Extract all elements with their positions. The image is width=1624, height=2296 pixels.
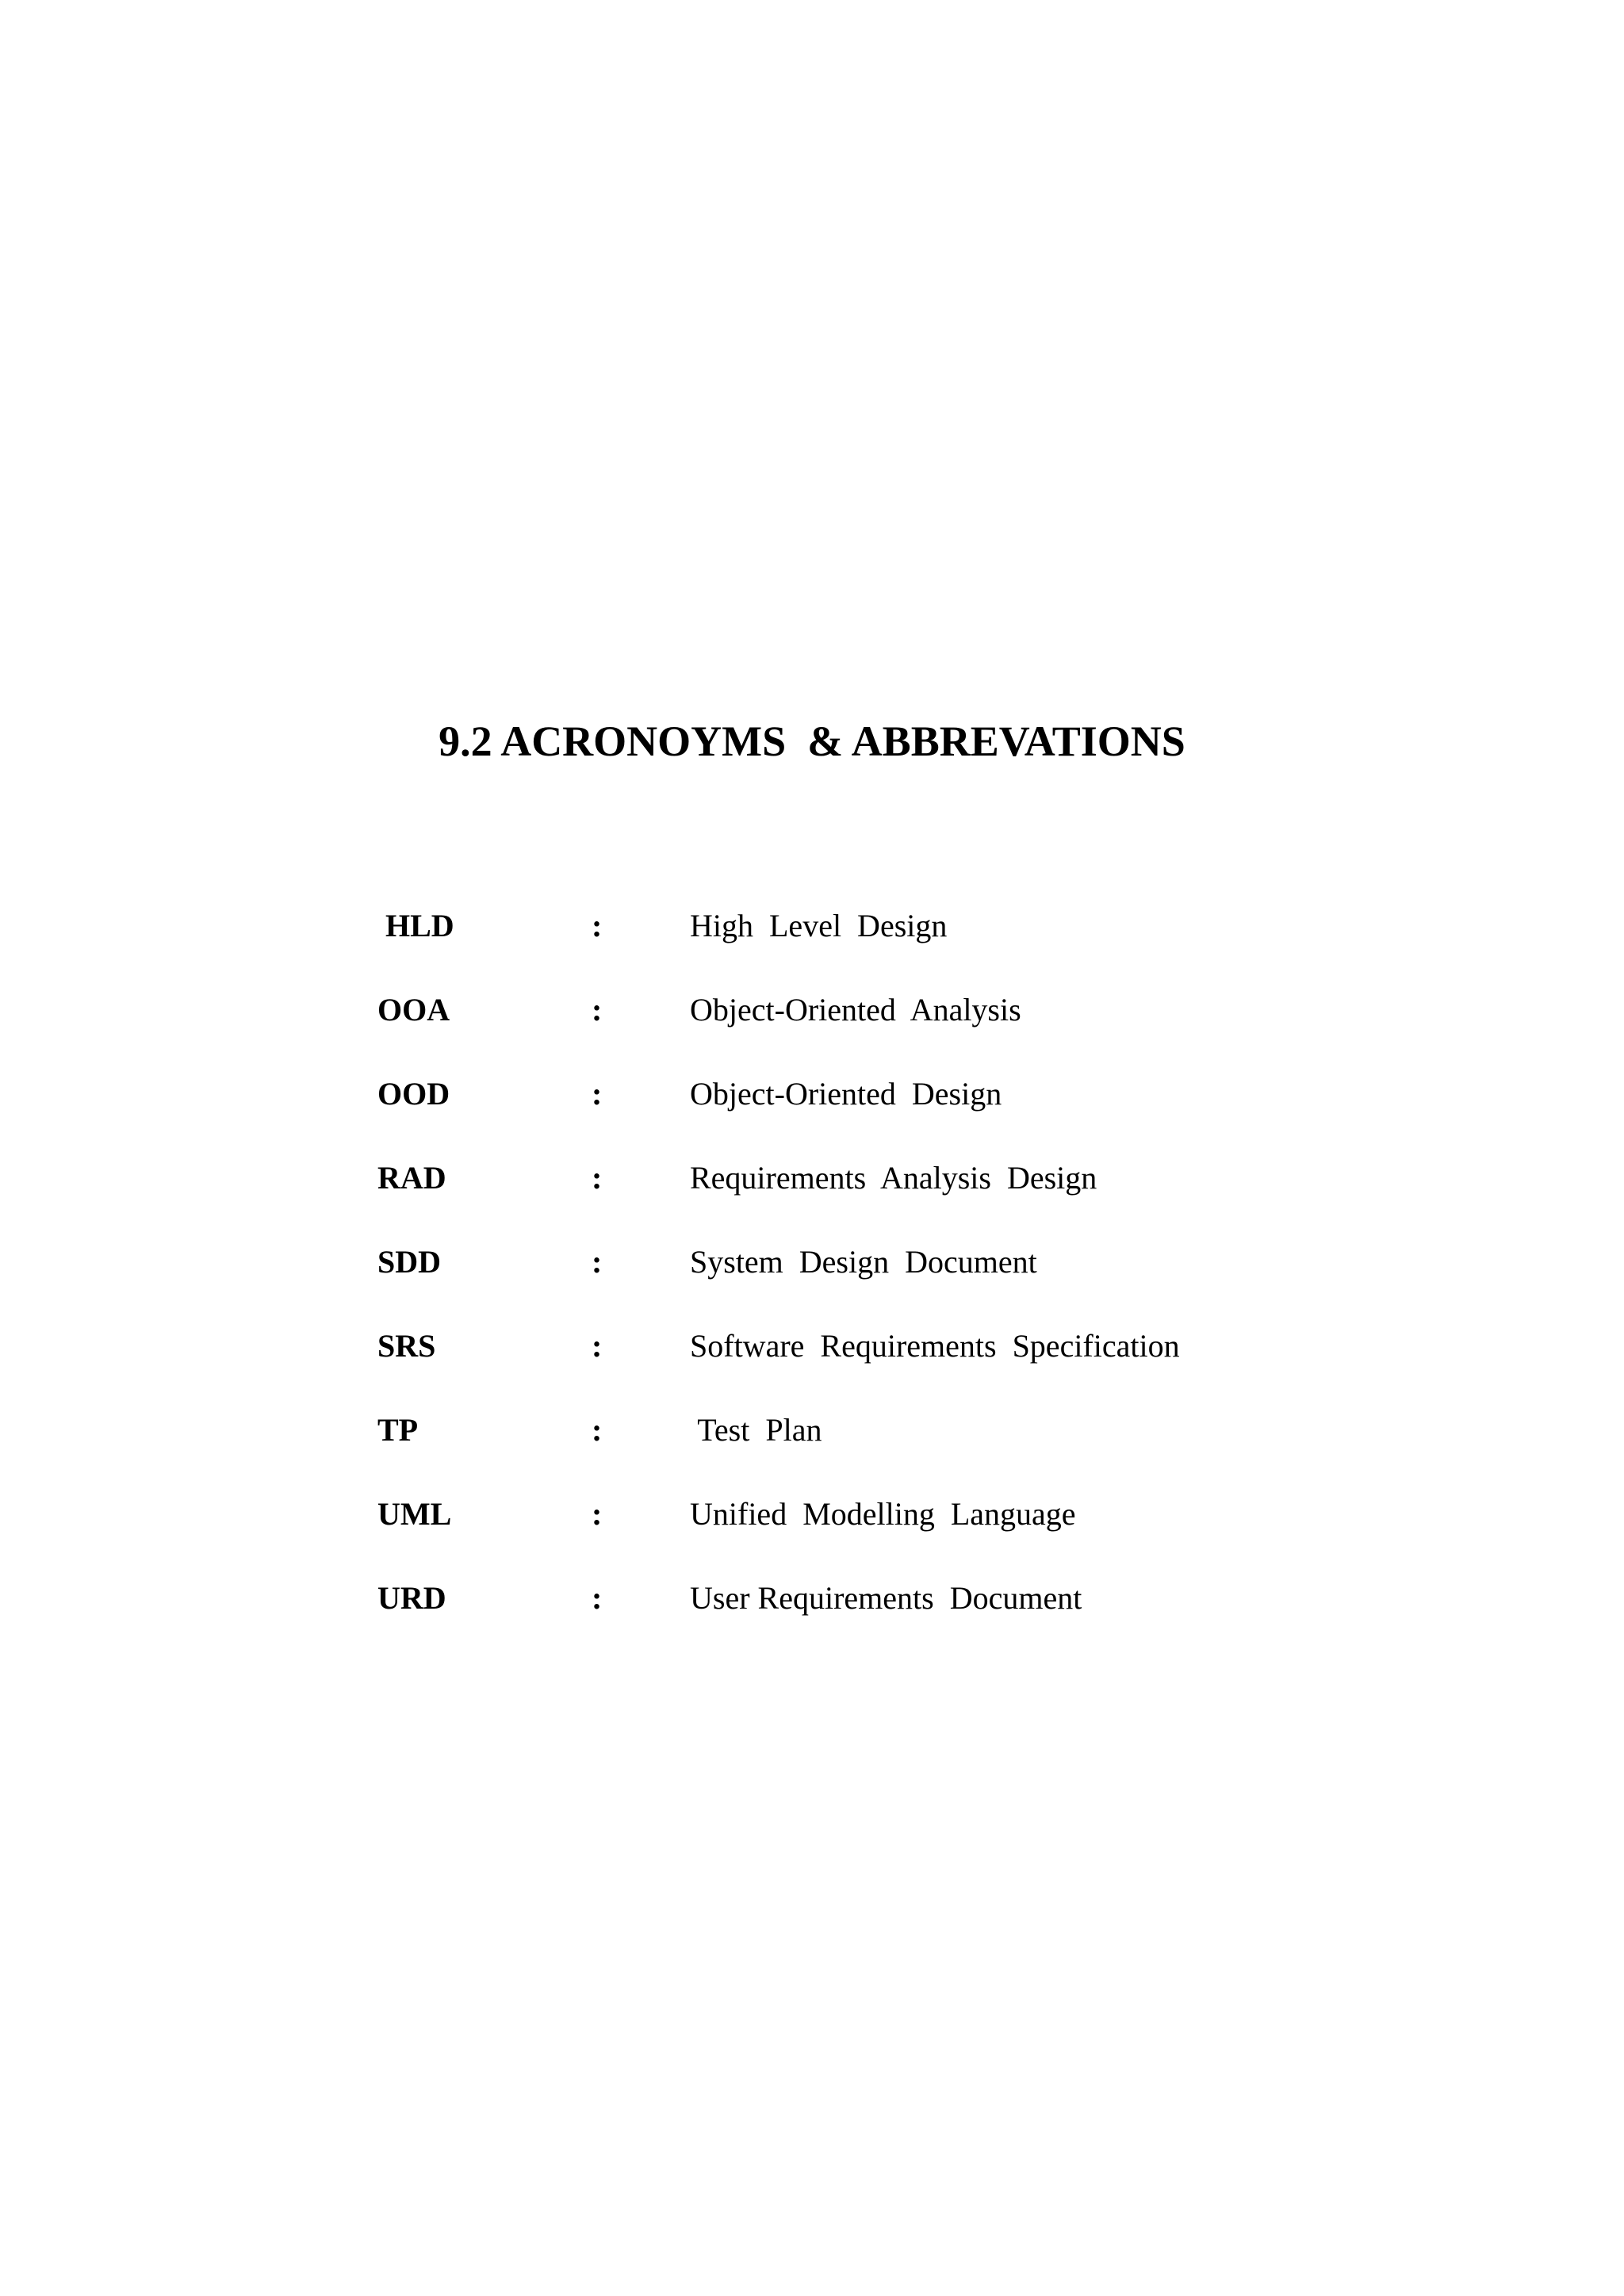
acronym-term: UML bbox=[377, 1496, 452, 1532]
acronym-definition: Requirements Analysis Design bbox=[690, 1160, 1097, 1196]
acronym-row-hld bbox=[0, 902, 1624, 950]
acronym-separator: : bbox=[592, 1580, 603, 1616]
acronym-row-sdd bbox=[0, 1238, 1624, 1286]
acronym-term: OOA bbox=[377, 992, 450, 1027]
acronym-separator: : bbox=[592, 992, 603, 1027]
acronym-row-ood bbox=[0, 1070, 1624, 1118]
acronym-separator: : bbox=[592, 1412, 603, 1448]
acronym-row-uml bbox=[0, 1490, 1624, 1538]
acronym-term: TP bbox=[377, 1412, 419, 1448]
acronym-definition: Object-Oriented Design bbox=[690, 1076, 1002, 1112]
acronym-row-ooa bbox=[0, 986, 1624, 1034]
acronym-row-urd bbox=[0, 1575, 1624, 1622]
acronym-definition: Unified Modelling Language bbox=[690, 1496, 1076, 1532]
acronym-definition: Software Requirements Specification bbox=[690, 1328, 1180, 1364]
acronym-row-rad bbox=[0, 1154, 1624, 1202]
acronym-definition: System Design Document bbox=[690, 1244, 1037, 1280]
acronym-term: HLD bbox=[377, 908, 454, 943]
acronym-definition: Object-Oriented Analysis bbox=[690, 992, 1021, 1027]
section-title: 9.2 ACRONOYMS & ABBREVATIONS bbox=[439, 718, 1185, 765]
acronym-term: SDD bbox=[377, 1244, 442, 1280]
acronym-separator: : bbox=[592, 1496, 603, 1532]
acronym-row-srs bbox=[0, 1322, 1624, 1370]
acronym-term: URD bbox=[377, 1580, 446, 1616]
acronym-definition: High Level Design bbox=[690, 908, 948, 943]
acronym-separator: : bbox=[592, 1160, 603, 1196]
acronym-row-tp bbox=[0, 1406, 1624, 1454]
acronym-term: SRS bbox=[377, 1328, 436, 1364]
acronym-separator: : bbox=[592, 908, 603, 943]
acronym-definition: User Requirements Document bbox=[690, 1580, 1082, 1616]
acronym-separator: : bbox=[592, 1328, 603, 1364]
acronym-term: RAD bbox=[377, 1160, 446, 1196]
acronym-separator: : bbox=[592, 1244, 603, 1280]
acronym-term: OOD bbox=[377, 1076, 450, 1112]
acronym-separator: : bbox=[592, 1076, 603, 1112]
acronym-definition: Test Plan bbox=[690, 1412, 822, 1448]
